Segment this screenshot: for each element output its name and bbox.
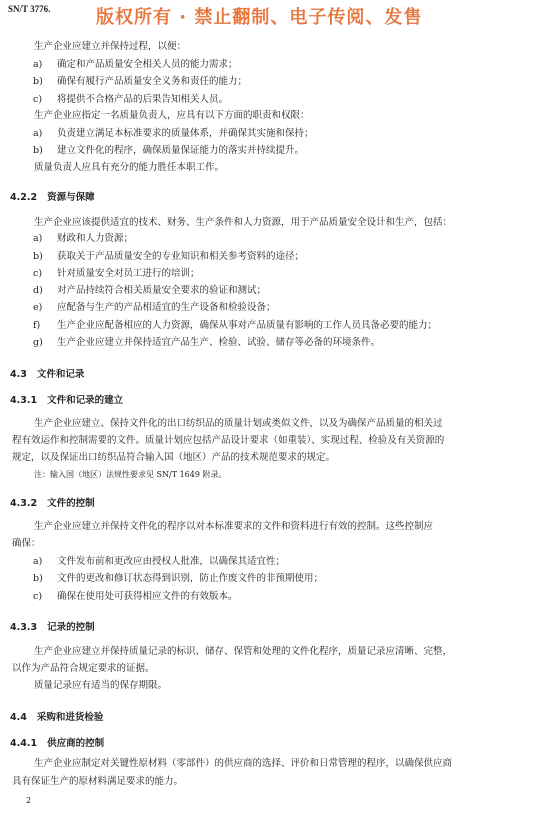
list-item <box>33 76 247 88</box>
section-number: 4.4 <box>10 712 27 723</box>
list-marker: a) <box>33 556 43 567</box>
list-marker: f) <box>33 320 41 331</box>
paragraph-line: 生产企业应该提供适宜的技术、财务、生产条件和人力资源，用于产品质量安全设计和生产，包括： <box>34 217 453 228</box>
section-heading <box>10 735 104 749</box>
section-title: 文件和记录 <box>36 369 85 380</box>
paragraph-line: 质量记录应有适当的保存期限。 <box>34 680 168 691</box>
list-item-text: 获取关于产品质量安全的专业知识和相关参考资料的途径； <box>57 251 305 262</box>
list-marker: a) <box>33 59 43 70</box>
list-item-text: 确保有履行产品质量安全义务和责任的能力； <box>57 76 248 87</box>
list-marker: b) <box>33 76 43 87</box>
list-item <box>33 591 238 603</box>
list-item-text: 生产企业应配备相应的人力资源，确保从事对产品质量有影响的工作人员具备必要的能力； <box>57 320 438 331</box>
section-heading <box>10 392 123 406</box>
paragraph-line: 以作为产品符合规定要求的证据。 <box>12 663 155 674</box>
section-number: 4.3 <box>10 369 27 380</box>
section-heading <box>10 189 95 203</box>
list-item <box>33 268 200 280</box>
paragraph-line: 生产企业应制定对关键性原材料（零部件）的供应商的选择、评价和日常管理的程序，以确保供应商 <box>34 758 453 769</box>
list-item <box>33 556 285 568</box>
paragraph-line: 生产企业应指定一名质量负责人，应具有以下方面的职责和权限： <box>34 110 310 121</box>
list-marker: a) <box>33 128 43 139</box>
section-number: 4.2.2 <box>10 192 38 203</box>
list-item <box>33 302 276 314</box>
section-title: 记录的控制 <box>47 622 95 633</box>
section-title: 供应商的控制 <box>47 738 105 749</box>
list-item <box>33 145 304 157</box>
paragraph-line: 生产企业应建立并保持过程，以便： <box>34 41 187 52</box>
list-marker: d) <box>33 285 43 296</box>
list-item-text: 确保在使用处可获得相应文件的有效版本。 <box>57 591 238 602</box>
list-item-text: 建立文件化的程序，确保质量保证能力的落实并持续提升。 <box>57 145 305 156</box>
standard-number: SN/T 3776. <box>8 4 51 14</box>
paragraph-line: 生产企业应建立、保持文件化的出口纺织品的质量计划或类似文件，以及为确保产品质量的相关过 <box>34 418 443 429</box>
list-item <box>33 337 380 349</box>
list-item-text: 负责建立满足本标准要求的质量体系，并确保其实施和保持； <box>57 128 314 139</box>
list-marker: c) <box>33 94 43 105</box>
paragraph-line: 程有效运作和控制需要的文件。质量计划应包括产品设计要求（如重装）、实现过程、检验及有关资源的 <box>12 435 445 446</box>
section-title: 文件的控制 <box>47 498 95 509</box>
section-number: 4.3.2 <box>10 498 38 509</box>
list-item <box>33 233 133 245</box>
section-title: 资源与保障 <box>47 192 95 203</box>
list-item <box>33 128 314 140</box>
paragraph-line: 规定，以及保证出口纺织品符合输入国（地区）产品的技术规范要求的规定。 <box>12 452 336 463</box>
section-number: 4.3.1 <box>10 395 38 406</box>
list-item <box>33 320 437 332</box>
paragraph-line: 确保： <box>12 538 41 549</box>
paragraph-line: 生产企业应建立并保持文件化的程序以对本标准要求的文件和资料进行有效的控制。这些控制应 <box>34 521 434 532</box>
note-text: 注：输入国（地区）法规性要求见 SN/T 1649 附录。 <box>34 470 227 479</box>
list-item-text: 对产品持续符合相关质量安全要求的验证和测试； <box>57 285 267 296</box>
paragraph-line: 具有保证生产的原材料满足要求的能力。 <box>12 776 184 787</box>
list-marker: a) <box>33 233 43 244</box>
section-heading <box>10 366 84 380</box>
section-heading <box>10 495 95 509</box>
section-number: 4.4.1 <box>10 738 38 749</box>
list-item <box>33 251 304 263</box>
section-heading <box>10 619 95 633</box>
list-item-text: 将提供不合格产品的后果告知相关人员。 <box>57 94 229 105</box>
section-title: 采购和进货检验 <box>36 712 104 723</box>
list-item <box>33 59 238 71</box>
list-item <box>33 573 323 585</box>
list-marker: c) <box>33 268 43 279</box>
list-item <box>33 285 266 297</box>
list-item <box>33 94 228 106</box>
paragraph-line: 生产企业应建立并保持质量记录的标识、储存、保管和处理的文件化程序，质量记录应清晰、完整， <box>34 646 453 657</box>
list-item-text: 文件的更改和修订状态得到识别，防止作废文件的非预期使用； <box>57 573 324 584</box>
section-title: 文件和记录的建立 <box>47 395 124 406</box>
section-heading <box>10 709 103 723</box>
list-item-text: 生产企业应建立并保持适宜产品生产、检验、试验、储存等必备的环境条件。 <box>57 337 381 348</box>
list-marker: g) <box>33 337 43 348</box>
list-item-text: 针对质量安全对员工进行的培训； <box>57 268 200 279</box>
list-marker: e) <box>33 302 43 313</box>
list-marker: b) <box>33 251 43 262</box>
list-marker: b) <box>33 145 43 156</box>
list-item-text: 确定和产品质量安全相关人员的能力需求； <box>57 59 238 70</box>
page-number: 2 <box>26 796 32 805</box>
list-item-text: 财政和人力资源； <box>57 233 134 244</box>
list-item-text: 应配备与生产的产品相适宜的生产设备和检验设备； <box>57 302 276 313</box>
section-number: 4.3.3 <box>10 622 38 633</box>
paragraph-line: 质量负责人应具有充分的能力胜任本职工作。 <box>34 162 225 173</box>
list-marker: b) <box>33 573 43 584</box>
copyright-watermark: 版权所有 · 禁止翻制、电子传阅、发售 <box>96 7 423 28</box>
list-marker: c) <box>33 591 43 602</box>
list-item-text: 文件发布前和更改应由授权人批准，以确保其适宜性； <box>57 556 286 567</box>
